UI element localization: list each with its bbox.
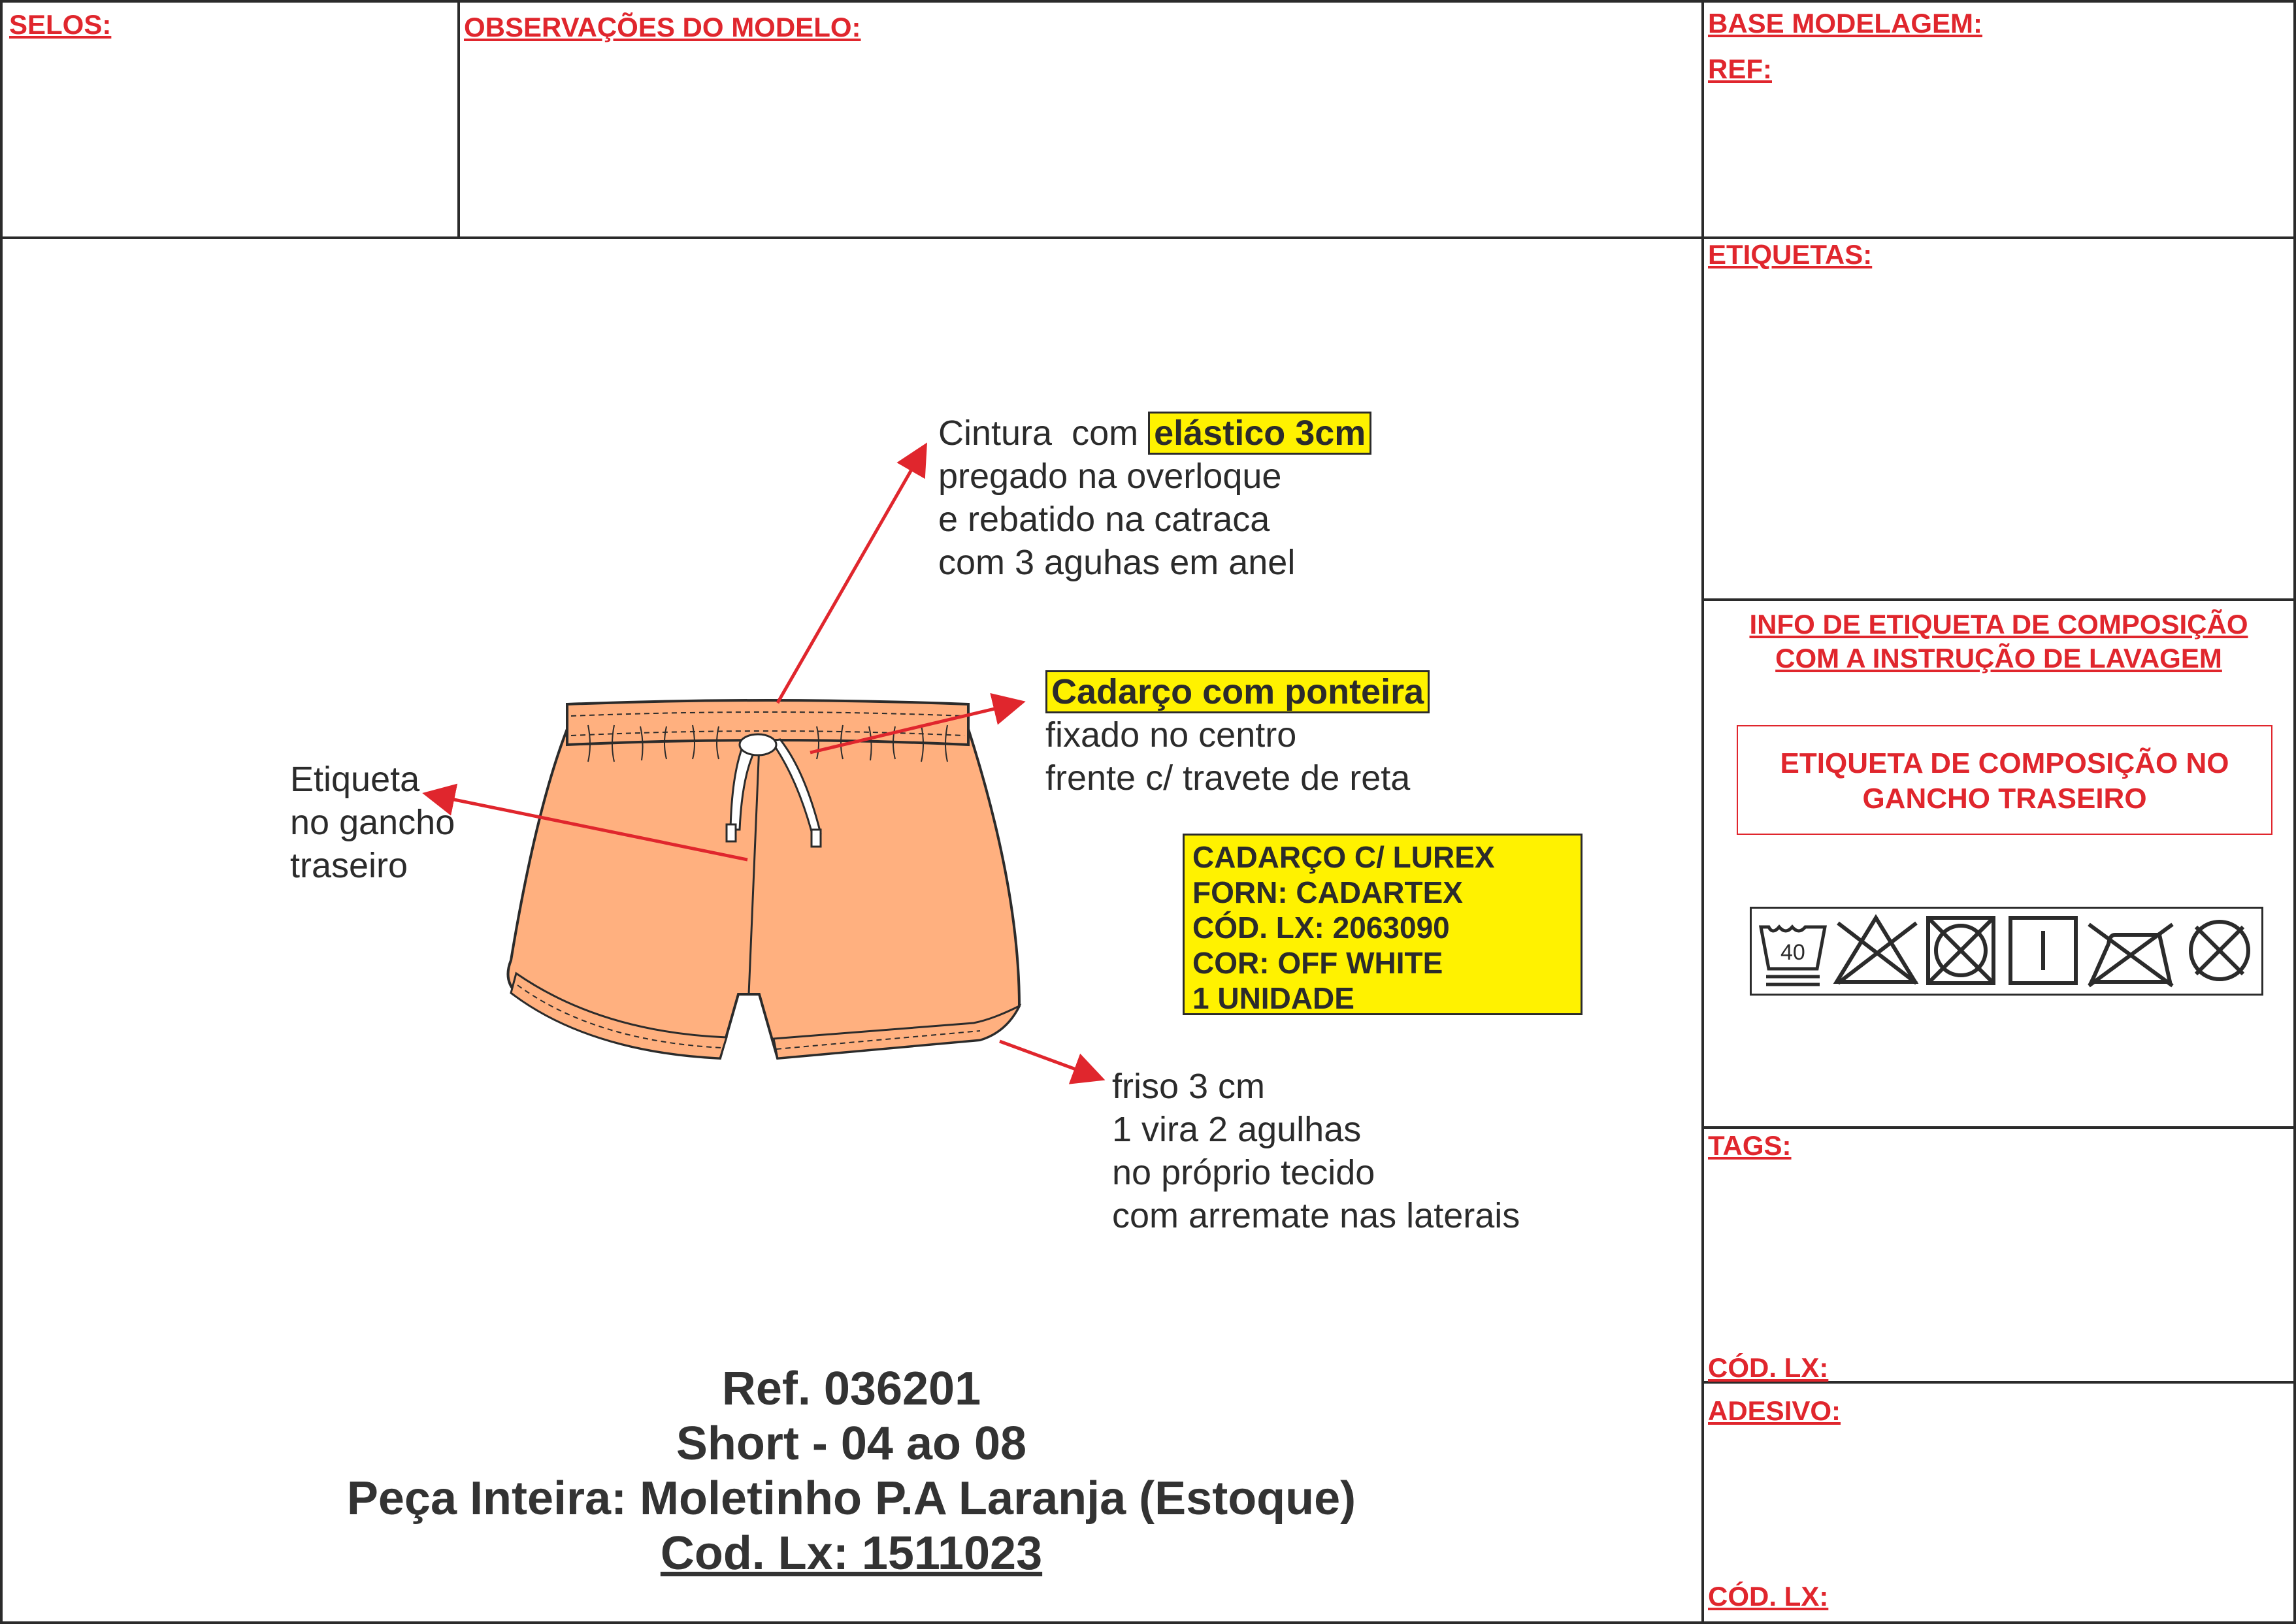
no-bleach-icon [1837, 918, 1916, 983]
arrow-cintura [778, 448, 924, 703]
ref-label: REF: [1708, 54, 1772, 84]
info-etiqueta-title [1703, 608, 2295, 675]
info-etiqueta-line2: COM A INSTRUÇÃO DE LAVAGEM [1775, 643, 2222, 674]
cintura-line4: com 3 aguhas em anel [938, 543, 1296, 582]
adesivo-cod-label: CÓD. LX: [1708, 1581, 1829, 1612]
tags-cell [1701, 1126, 2296, 1384]
no-iron-icon [2089, 924, 2173, 986]
cintura-highlight: elástico 3cm [1148, 412, 1371, 455]
adesivo-label: ADESIVO: [1708, 1395, 1841, 1426]
cintura-line1-prefix: Cintura com [938, 414, 1149, 453]
tags-label: TAGS: [1708, 1130, 1792, 1161]
composicao-line1: ETIQUETA DE COMPOSIÇÃO NO [1780, 747, 2229, 779]
etiqueta-line2: no gancho [290, 803, 455, 842]
care-symbols-svg [1752, 909, 2261, 994]
product-name: Short - 04 ao 08 [676, 1418, 1027, 1470]
lurex-info-box [1183, 834, 1583, 1015]
cadarco-line3: frente c/ travete de reta [1045, 758, 1411, 798]
tags-cod-label: CÓD. LX: [1708, 1352, 1829, 1383]
selos-label: SELOS: [9, 9, 112, 40]
cadarco-line2: fixado no centro [1045, 715, 1297, 755]
cintura-annotation [938, 412, 1371, 584]
lurex-line5: 1 UNIDADE [1192, 981, 1354, 1015]
lurex-line2: FORN: CADARTEX [1192, 875, 1463, 909]
composicao-line2: GANCHO TRASEIRO [1862, 783, 2147, 815]
cadarco-highlight: Cadarço com ponteira [1045, 670, 1430, 713]
cintura-line3: e rebatido na catraca [938, 500, 1270, 539]
info-etiqueta-line1: INFO DE ETIQUETA DE COMPOSIÇÃO [1749, 609, 2248, 640]
friso-line3: no próprio tecido [1112, 1153, 1375, 1192]
base-modelagem-label: BASE MODELAGEM: [1708, 8, 1982, 39]
etiqueta-line1: Etiqueta [290, 760, 420, 799]
friso-line2: 1 vira 2 agulhas [1112, 1110, 1362, 1149]
lurex-line4: COR: OFF WHITE [1192, 946, 1443, 980]
no-dry-clean-icon [2191, 922, 2248, 979]
friso-annotation [1112, 1065, 1520, 1237]
info-composicao-cell [1701, 598, 2296, 1129]
product-ref: Ref. 036201 [721, 1363, 981, 1415]
arrow-friso [1000, 1041, 1099, 1078]
line-dry-icon [2010, 918, 2076, 983]
cintura-line2: pregado na overloque [938, 457, 1282, 496]
wash-temperature: 40 [1780, 940, 1805, 965]
etiquetas-cell [1701, 236, 2296, 601]
friso-line1: friso 3 cm [1112, 1067, 1266, 1106]
short-body [508, 704, 1020, 1058]
product-fabric: Peça Inteira: Moletinho P.A Laranja (Estoque) [346, 1472, 1356, 1525]
no-tumble-dry-icon [1928, 918, 1993, 983]
friso-line4: com arremate nas laterais [1112, 1196, 1520, 1235]
cadarco-annotation [1045, 670, 1430, 800]
etiqueta-line3: traseiro [290, 846, 408, 885]
etiqueta-annotation [290, 758, 455, 887]
composicao-label-text [1737, 746, 2272, 817]
observacoes-label: OBSERVAÇÕES DO MODELO: [464, 12, 861, 42]
lurex-line1: CADARÇO C/ LUREX [1192, 840, 1495, 874]
lurex-line3: CÓD. LX: 2063090 [1192, 911, 1450, 945]
care-symbols-strip [1750, 907, 2263, 996]
product-cod: Cod. Lx: 1511023 [660, 1527, 1043, 1580]
etiquetas-label: ETIQUETAS: [1708, 239, 1873, 270]
